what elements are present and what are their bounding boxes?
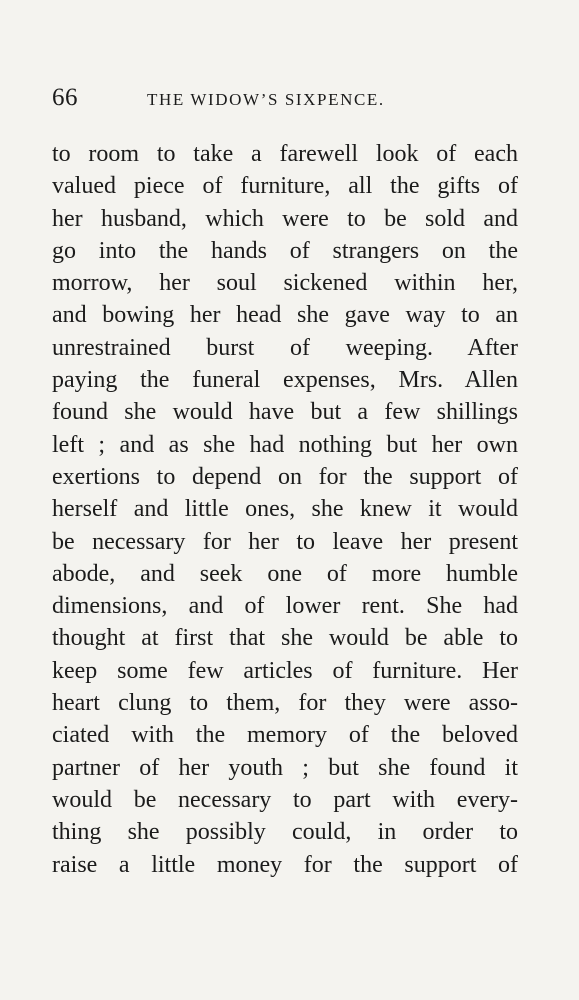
- text-line: found she would have but a few shillings: [52, 399, 518, 426]
- text-line: keep some few articles of furniture. Her: [52, 657, 518, 684]
- text-line: be necessary for her to leave her present: [52, 528, 518, 555]
- page-header: [52, 84, 522, 118]
- text-line: paying the funeral expenses, Mrs. Allen: [52, 367, 518, 394]
- text-line: heart clung to them, for they were asso-: [52, 690, 518, 717]
- text-line: thing she possibly could, in order to: [52, 819, 518, 846]
- text-line: morrow, her soul sickened within her,: [52, 270, 518, 297]
- text-line: her husband, which were to be sold and: [52, 205, 518, 232]
- text-line: to room to take a farewell look of each: [52, 141, 518, 167]
- text-line: valued piece of furniture, all the gifts of: [52, 173, 518, 200]
- text-line: thought at first that she would be able to: [52, 625, 518, 652]
- text-line: go into the hands of strangers on the: [52, 237, 518, 264]
- text-line: dimensions, and of lower rent. She had: [52, 593, 518, 620]
- text-line: abode, and seek one of more humble: [52, 560, 518, 587]
- text-line: ciated with the memory of the beloved: [52, 722, 518, 749]
- text-line: partner of her youth ; but she found it: [52, 754, 518, 781]
- text-line: exertions to depend on for the support of: [52, 463, 518, 490]
- page-number: 66: [52, 84, 78, 111]
- text-line: unrestrained burst of weeping. After: [52, 334, 518, 361]
- text-line: left ; and as she had nothing but her own: [52, 431, 518, 458]
- body-text: [52, 138, 518, 881]
- text-line: and bowing her head she gave way to an: [52, 302, 518, 329]
- text-line: would be necessary to part with every-: [52, 786, 518, 813]
- text-line: raise a little money for the support of: [52, 851, 518, 878]
- text-line: herself and little ones, she knew it would: [52, 496, 518, 523]
- running-title: THE WIDOW’S SIXPENCE.: [147, 90, 385, 109]
